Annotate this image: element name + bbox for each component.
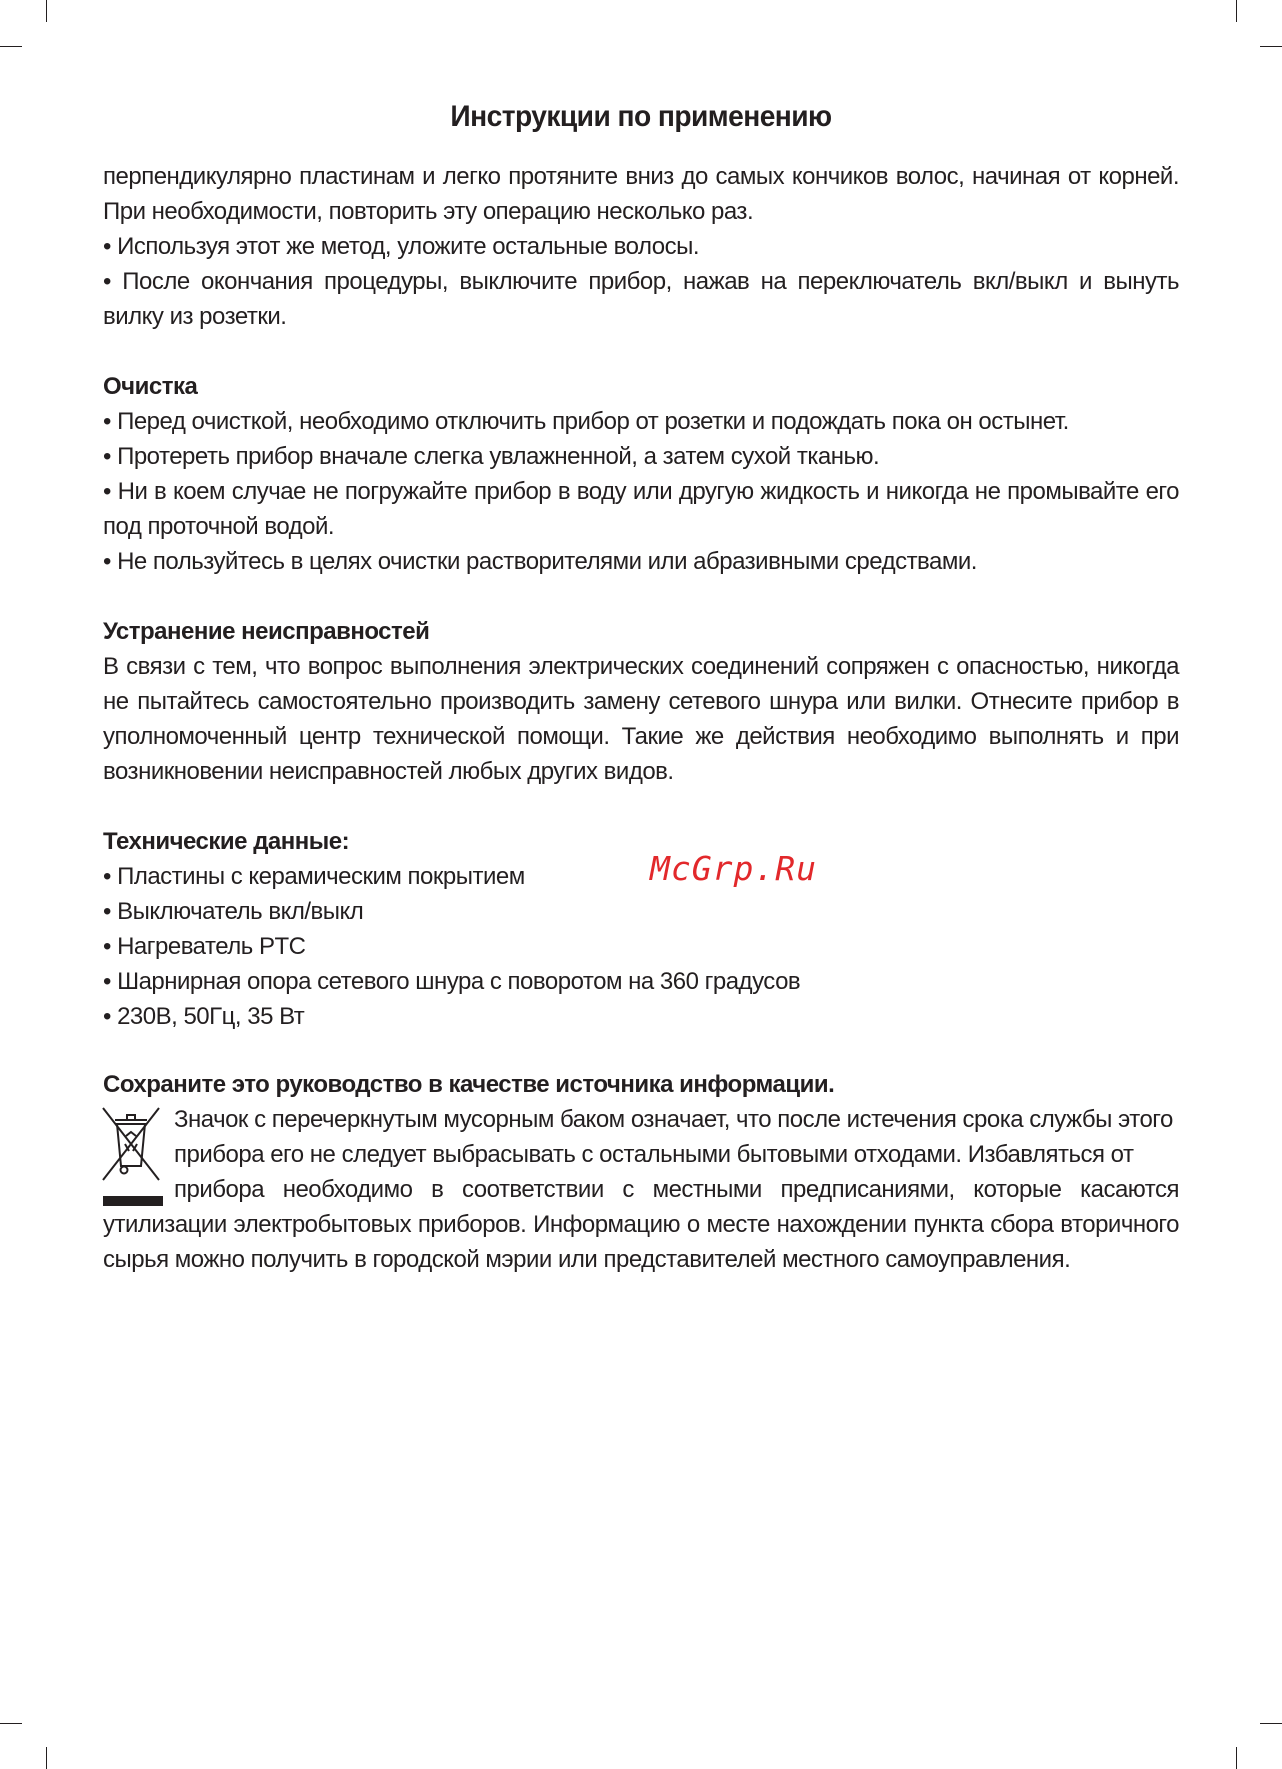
list-item: • Ни в коем случае не погружайте прибор в воду или другую жидкость и никогда не промывайте его под проточной водой. <box>103 478 1179 540</box>
watermark: McGrp.Ru <box>650 849 817 888</box>
list-item: • Протереть прибор вначале слегка увлажненной, а затем сухой тканью. <box>103 443 880 470</box>
list-item: • Нагреватель PTC <box>103 933 306 960</box>
list-item: • Перед очисткой, необходимо отключить прибор от розетки и подождать пока он остынет. <box>103 408 1069 435</box>
paragraph: прибора его не следует выбрасывать с остальными бытовыми отходами. Избавляться от <box>174 1141 1134 1168</box>
list-item: • После окончания процедуры, выключите прибор, нажав на переключатель вкл/выкл и вынуть вилку из розетки. <box>103 268 1179 330</box>
list-item: • Выключатель вкл/выкл <box>103 898 364 925</box>
section-heading-troubleshooting: Устранение неисправностей <box>103 618 430 645</box>
list-item: • 230В, 50Гц, 35 Вт <box>103 1003 305 1030</box>
list-item: • Пластины с керамическим покрытием <box>103 863 525 890</box>
section-heading-disposal: Сохраните это руководство в качестве источника информации. <box>103 1071 835 1098</box>
crop-mark <box>0 46 22 47</box>
document-body <box>103 159 1179 1277</box>
list-item: • Не пользуйтесь в целях очистки растворителями или абразивными средствами. <box>103 548 977 575</box>
crop-mark <box>1260 1723 1282 1724</box>
paragraph: Значок с перечеркнутым мусорным баком означает, что после истечения срока службы этого <box>174 1106 1173 1133</box>
crop-mark <box>1260 46 1282 47</box>
paragraph: В связи с тем, что вопрос выполнения электрических соединений сопряжен с опасностью, никогда не пытайтесь самостоятельно производить замену сетевого шнура или вилки. Отнесите прибор в уполномоченный центр технической помощи. Такие же действия необходимо выполнять и при возникновении неисправностей любых других видов. <box>103 653 1179 785</box>
list-item: • Используя этот же метод, уложите остальные волосы. <box>103 233 700 260</box>
paragraph: прибора необходимо в соответствии с местными предписаниями, которые касаются утилизации электробытовых приборов. Информацию о месте нахождении пункта сбора вторичного сырья можно получить в городской мэрии или представителей местного самоуправления. <box>103 1176 1179 1273</box>
crossed-out-wheelie-bin-icon <box>99 1104 163 1212</box>
crop-mark <box>0 1723 22 1724</box>
section-heading-cleaning: Очистка <box>103 373 198 400</box>
list-item-with-watermark <box>103 849 1179 894</box>
crop-mark <box>1236 0 1237 22</box>
crop-mark <box>46 1747 47 1769</box>
list-item: • Шарнирная опора сетевого шнура с поворотом на 360 градусов <box>103 968 801 995</box>
crop-mark <box>46 0 47 22</box>
disposal-block <box>103 1102 1179 1277</box>
page-title: Инструкции по применению <box>450 100 832 133</box>
section-heading-specs: Технические данные: <box>103 828 350 855</box>
crop-mark <box>1236 1747 1237 1769</box>
paragraph: перпендикулярно пластинам и легко протяните вниз до самых кончиков волос, начиная от корней. При необходимости, повторить эту операцию несколько раз. <box>103 163 1179 225</box>
